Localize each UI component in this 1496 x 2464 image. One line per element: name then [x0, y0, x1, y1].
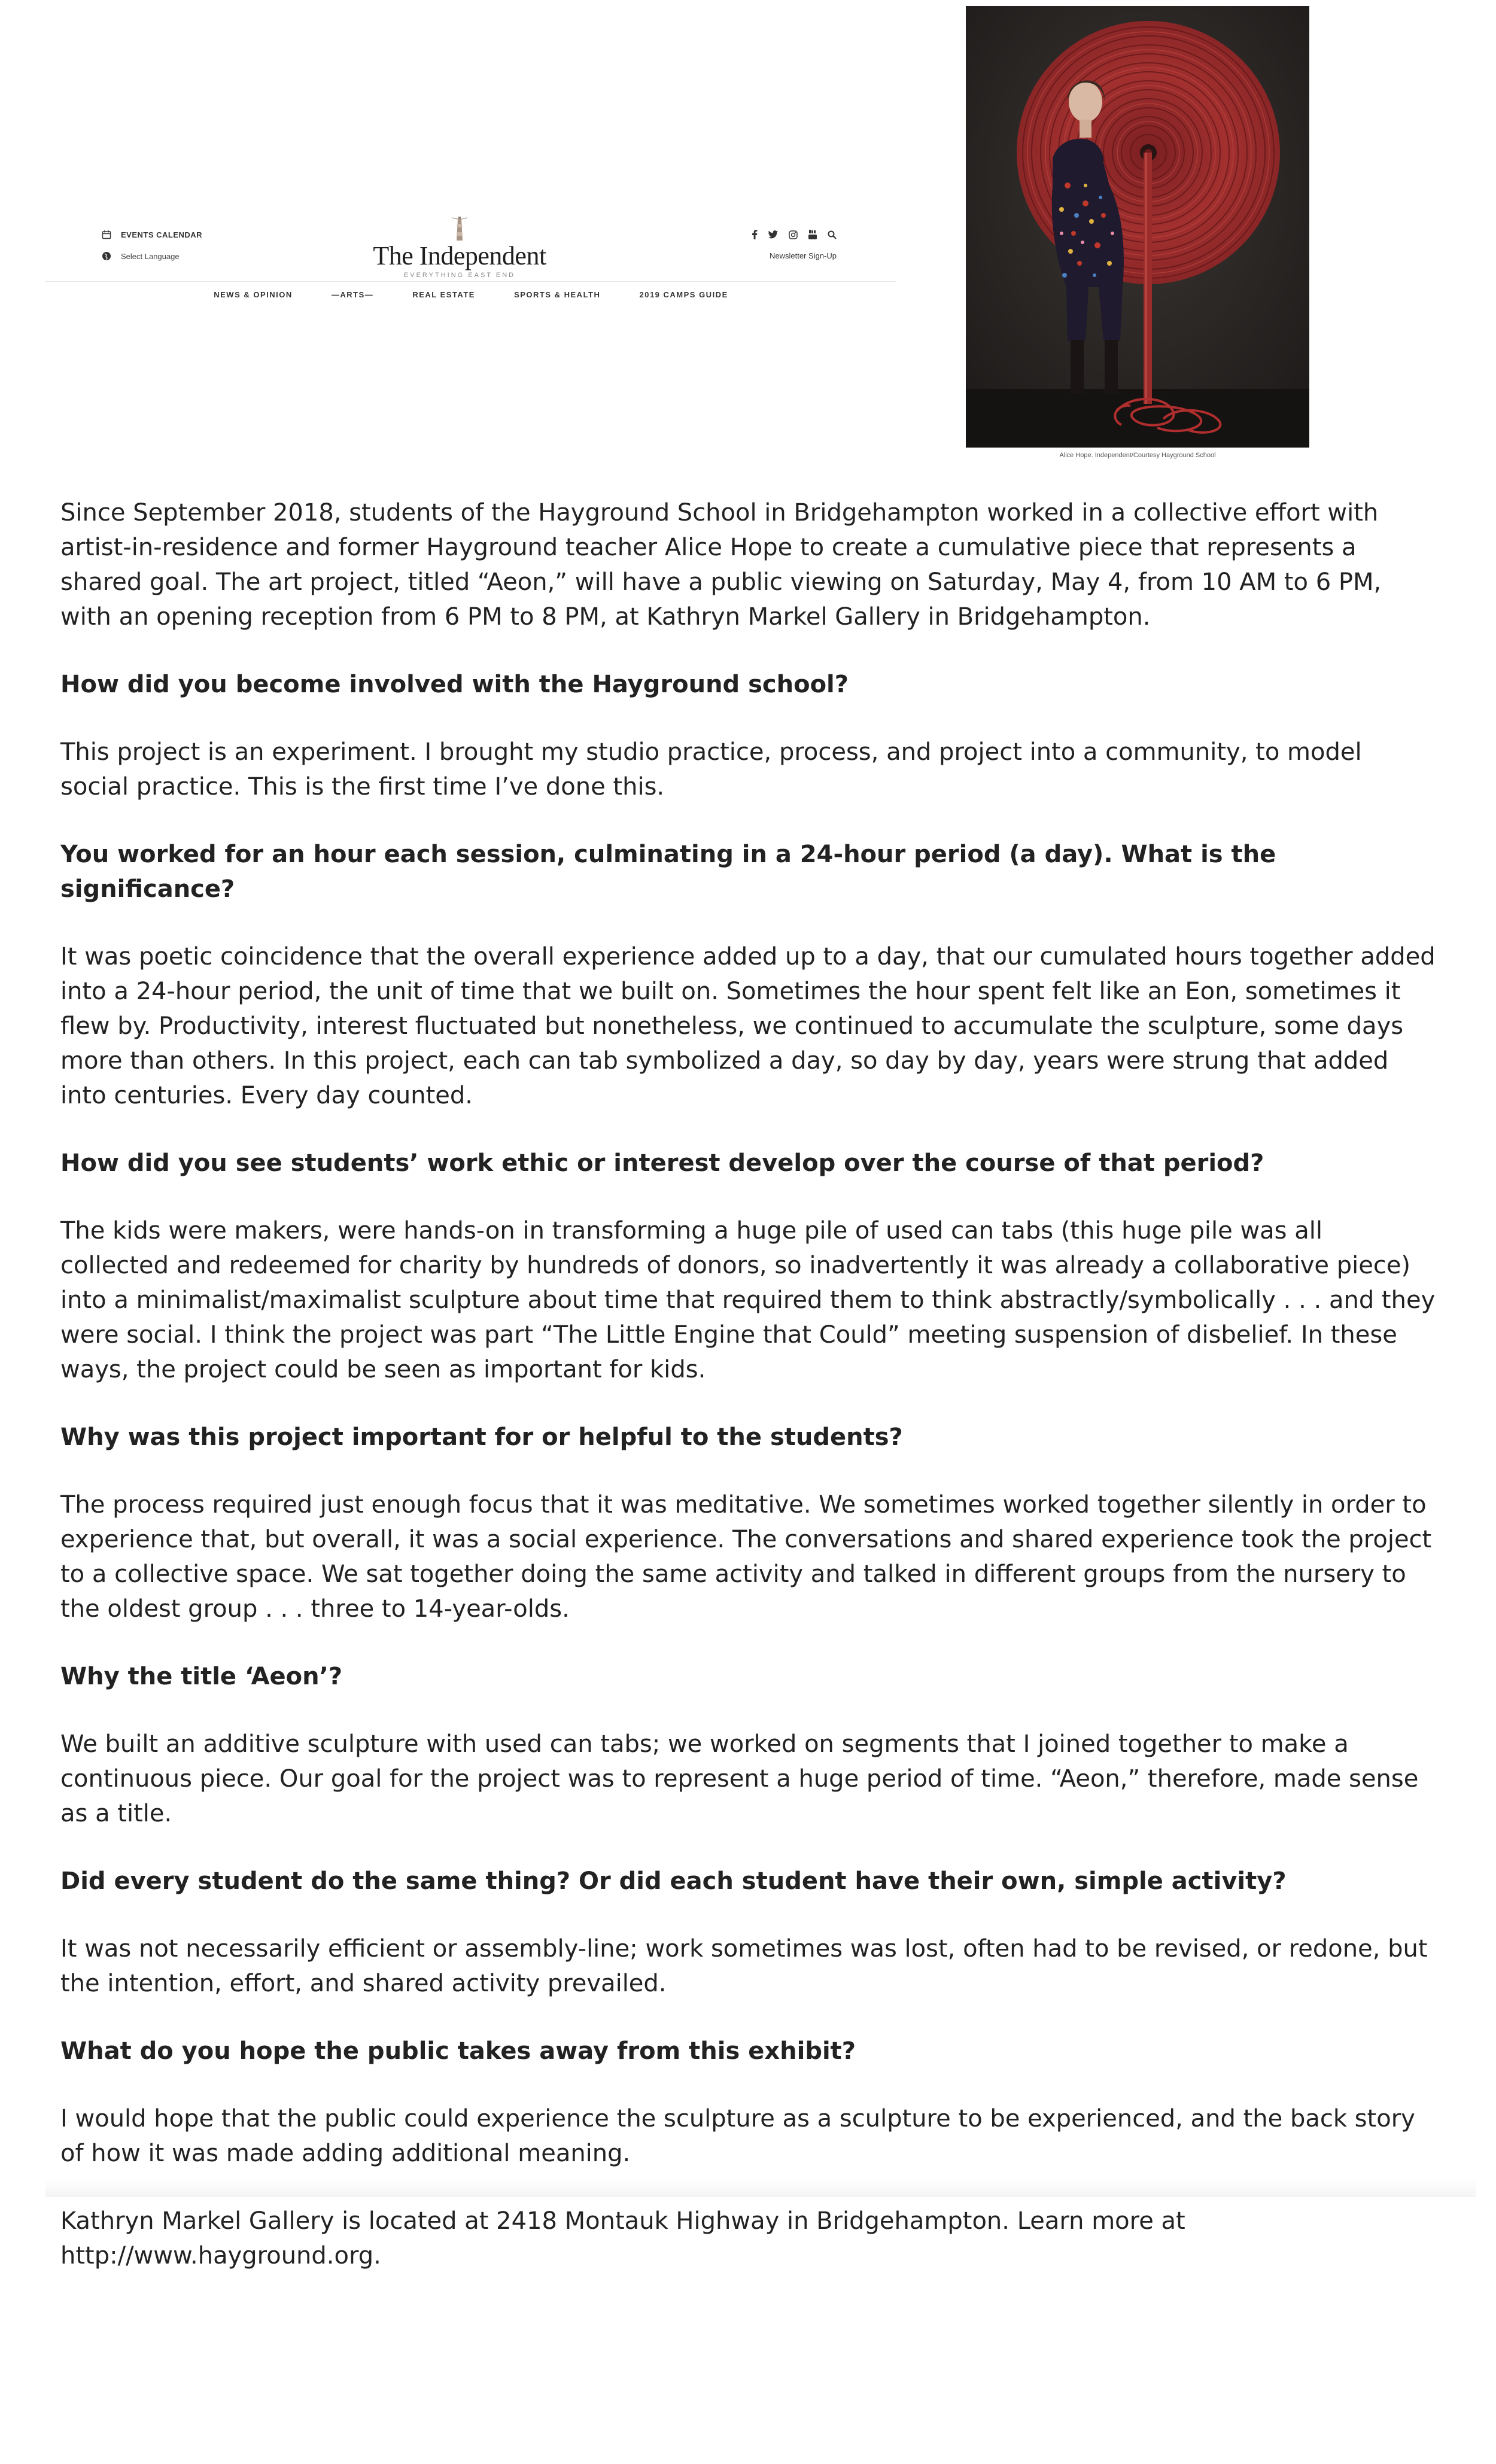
nav-item-sports-health[interactable]: SPORTS & HEALTH	[514, 290, 601, 299]
answer-paragraph: The kids were makers, were hands-on in transforming a huge pile of used can tabs (this huge pile was all collected and redeemed for charity by hundreds of donors, so inadvertently it was already a collaborative piece) into a minimalist/maximalist sculpture about time that required them to think abstractly/symbolically . . . and they were social. I think the project was part “The Little Engine that Could” meeting suspension of disbelief. In these ways, the project could be seen as important for kids.	[60, 1217, 1436, 1383]
question-heading: Why the title ‘Aeon’?	[60, 1663, 343, 1690]
question-heading: Did every student do the same thing? Or did each student have their own, simple activity?	[60, 1867, 1287, 1895]
question-heading: You worked for an hour each session, culminating in a 24-hour period (a day). What is the significance?	[60, 841, 1276, 903]
site-title: The Independent	[373, 241, 546, 270]
answer-paragraph: It was poetic coincidence that the overall experience added up to a day, that our cumulated hours together added into a 24-hour period, the unit of time that we built on. Sometimes the hour spent felt like an Eon, sometimes it flew by. Productivity, interest fluctuated but nonetheless, we continued to accumulate the sculpture, some days more than others. In this project, each can tab symbolized a day, so day by day, years were strung that added into centuries. Every day counted.	[60, 943, 1436, 1109]
main-nav	[45, 288, 896, 300]
question-heading: How did you become involved with the Hayground school?	[60, 671, 849, 698]
nav-item-news-opinion[interactable]: NEWS & OPINION	[214, 290, 293, 299]
instagram-icon[interactable]	[789, 230, 798, 239]
site-tagline: EVERYTHING EAST END	[403, 272, 516, 279]
site-header	[45, 203, 896, 305]
question-heading: How did you see students’ work ethic or interest develop over the course of that period?	[60, 1149, 1264, 1177]
answer-paragraph: We built an additive sculpture with used can tabs; we worked on segments that I joined together to make a continuous piece. Our goal for the project was to represent a huge period of time. “Aeon,” therefore, made sense as a title.	[60, 1730, 1419, 1827]
article-intro: Since September 2018, students of the Hayground School in Bridgehampton worked in a collective effort with artist-in-residence and former Hayground teacher Alice Hope to create a cumulative piece that represents a shared goal. The art project, titled “Aeon,” will have a public viewing on Saturday, May 4, from 10 AM to 6 PM, with an opening reception from 6 PM to 8 PM, at Kathryn Markel Gallery in Bridgehampton.	[60, 499, 1382, 631]
newsletter-signup-link[interactable]: Newsletter Sign-Up	[770, 251, 837, 260]
header-utilities	[101, 224, 202, 267]
article-body	[60, 495, 1437, 2306]
question-heading: What do you hope the public takes away from this exhibit?	[60, 2037, 856, 2065]
answer-paragraph: This project is an experiment. I brought my studio practice, process, and project into a community, to model social practice. This is the first time I’ve done this.	[60, 738, 1362, 801]
answer-paragraph: The process required just enough focus that it was meditative. We sometimes worked together silently in order to experience that, but overall, it was a social experience. The conversations and shared experience took the project to a collective space. We sat together doing the same activity and talked in different groups from the nursery to the oldest group . . . three to 14-year-olds.	[60, 1491, 1432, 1623]
site-logo[interactable]	[346, 213, 573, 279]
language-selector[interactable]	[101, 245, 202, 267]
nav-item-camps-guide[interactable]: 2019 CAMPS GUIDE	[639, 290, 728, 299]
question-heading: Why was this project important for or helpful to the students?	[60, 1423, 903, 1451]
nav-item-real-estate[interactable]: REAL ESTATE	[412, 290, 475, 299]
events-calendar-link[interactable]	[101, 224, 202, 245]
article-end-fade	[45, 2178, 1476, 2197]
facebook-icon[interactable]	[752, 230, 758, 239]
lighthouse-logo-icon	[451, 213, 469, 242]
sculpture-photo-illustration	[966, 6, 1309, 448]
events-calendar-label: EVENTS CALENDAR	[121, 230, 203, 239]
nav-item-arts[interactable]: —ARTS—	[331, 290, 374, 299]
answer-paragraph: I would hope that the public could experience the sculpture as a sculpture to be experienced, and the back story of how it was made adding additional meaning.	[60, 2105, 1415, 2167]
answer-paragraph: It was not necessarily efficient or assembly-line; work sometimes was lost, often had to be revised, or redone, but the intention, effort, and shared activity prevailed.	[60, 1935, 1428, 1997]
social-links	[717, 224, 837, 245]
header-divider	[45, 281, 896, 282]
globe-icon	[101, 250, 112, 262]
calendar-icon	[101, 229, 112, 241]
hero-photo-caption: Alice Hope. Independent/Courtesy Hayground School	[1059, 452, 1216, 459]
twitter-icon[interactable]	[768, 230, 778, 239]
hero-photo	[966, 6, 1309, 448]
language-label: Select Language	[121, 251, 180, 261]
header-actions	[717, 224, 837, 267]
youtube-icon[interactable]	[808, 230, 817, 239]
search-icon[interactable]	[828, 230, 837, 239]
article-closing: Kathryn Markel Gallery is located at 2418 Montauk Highway in Bridgehampton. Learn more at http://www.hayground.org.	[60, 2207, 1185, 2270]
